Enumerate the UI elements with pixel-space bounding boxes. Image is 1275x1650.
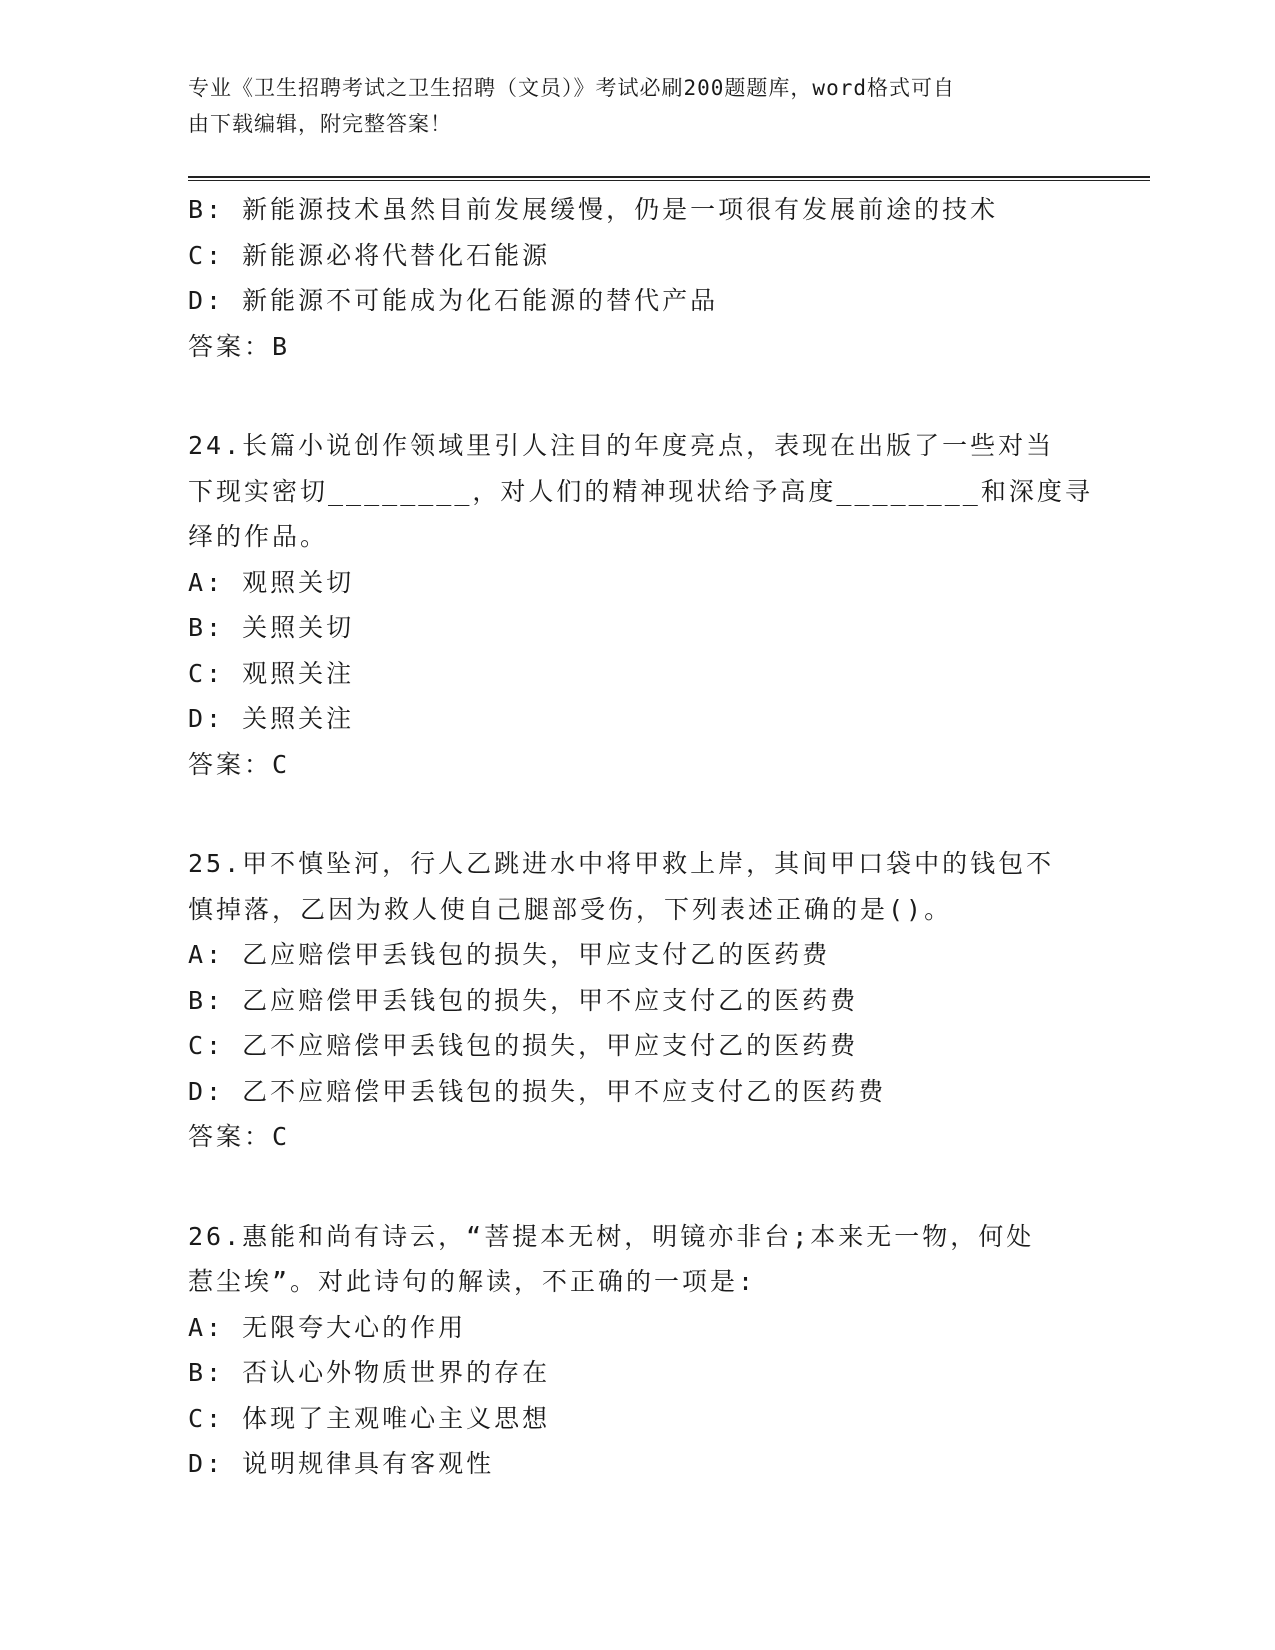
question-stem-line: 绎的作品。: [188, 522, 329, 551]
question-stem-line: 24.长篇小说创作领域里引人注目的年度亮点，表现在出版了一些对当: [188, 431, 1055, 460]
question-26: [188, 1214, 1088, 1487]
header-divider: [188, 176, 1150, 181]
option-a: A: 无限夸大心的作用: [188, 1312, 467, 1342]
option-c: C: 体现了主观唯心主义思想: [188, 1403, 551, 1433]
question-stem-line: 25.甲不慎坠河，行人乙跳进水中将甲救上岸，其间甲口袋中的钱包不: [188, 849, 1055, 878]
page-header: [188, 70, 1068, 142]
option-d: D: 关照关注: [188, 704, 355, 733]
prev-question: [188, 187, 1088, 369]
answer-line: 答案：C: [188, 749, 291, 779]
option-c: C: 新能源必将代替化石能源: [188, 240, 551, 270]
header-line-1: 专业《卫生招聘考试之卫生招聘（文员）》考试必刷200题题库，word格式可自: [188, 76, 955, 100]
option-a: A: 观照关切: [188, 567, 355, 597]
option-c: C: 观照关注: [188, 658, 355, 688]
option-b: B: 乙应赔偿甲丢钱包的损失，甲不应支付乙的医药费: [188, 985, 859, 1015]
question-stem-line: 慎掉落，乙因为救人使自己腿部受伤，下列表述正确的是()。: [188, 894, 953, 924]
option-b: B: 新能源技术虽然目前发展缓慢，仍是一项很有发展前途的技术: [188, 195, 999, 224]
option-d: D: 新能源不可能成为化石能源的替代产品: [188, 286, 719, 315]
question-24: [188, 423, 1093, 787]
question-25: [188, 841, 1088, 1160]
question-stem-line: 26.惠能和尚有诗云，“菩提本无树，明镜亦非台;本来无一物，何处: [188, 1221, 1035, 1251]
option-d: D: 说明规律具有客观性: [188, 1449, 495, 1478]
answer-line: 答案：C: [188, 1122, 291, 1151]
answer-line: 答案：B: [188, 331, 291, 361]
question-stem-line: 惹尘埃”。对此诗句的解读，不正确的一项是:: [188, 1267, 757, 1296]
option-b: B: 否认心外物质世界的存在: [188, 1358, 551, 1387]
option-a: A: 乙应赔偿甲丢钱包的损失，甲应支付乙的医药费: [188, 940, 831, 969]
question-stem-line: 下现实密切________，对人们的精神现状给予高度________和深度寻: [188, 476, 1093, 506]
option-d: D: 乙不应赔偿甲丢钱包的损失，甲不应支付乙的医药费: [188, 1076, 887, 1106]
option-c: C: 乙不应赔偿甲丢钱包的损失，甲应支付乙的医药费: [188, 1031, 859, 1060]
document-body: [188, 187, 1093, 1487]
option-b: B: 关照关切: [188, 613, 355, 642]
header-line-2: 由下载编辑，附完整答案！: [188, 112, 452, 136]
